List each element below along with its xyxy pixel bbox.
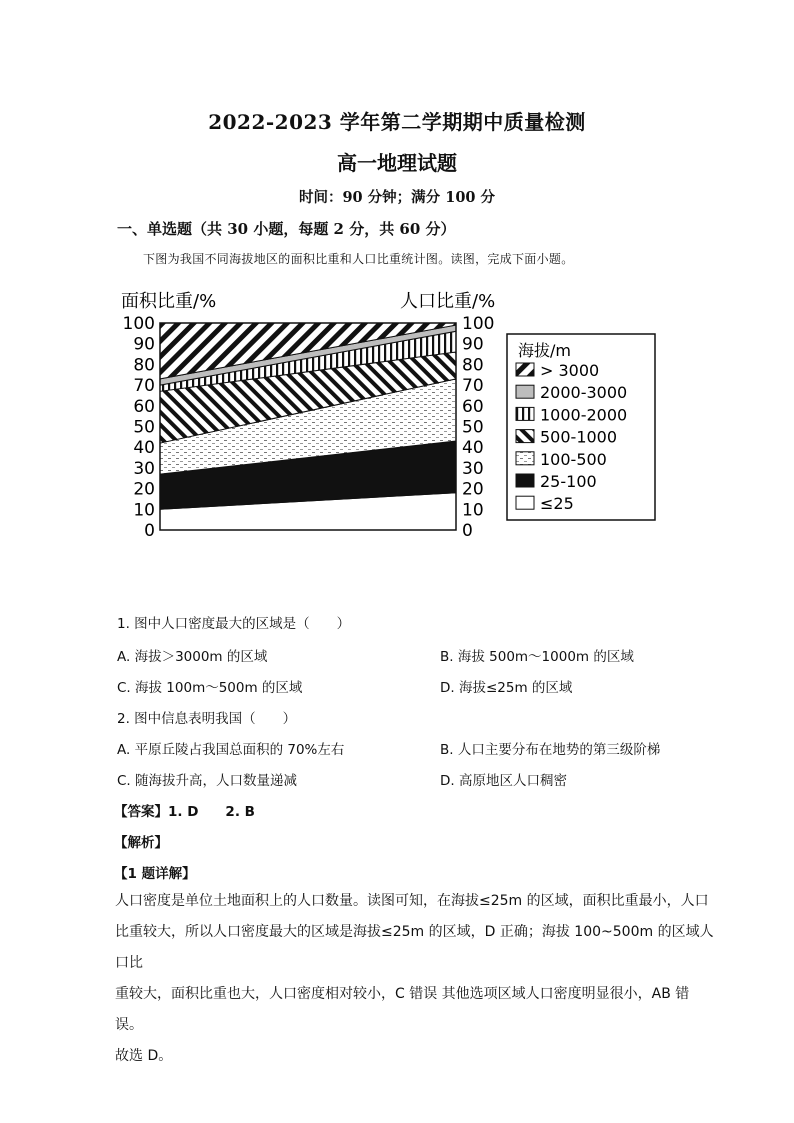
y-tick-right: 50	[462, 417, 484, 438]
legend-label: > 3000	[540, 361, 600, 380]
exam-title: 2022-2023 学年第二学期期中质量检测	[208, 110, 586, 134]
y-tick-right: 60	[462, 396, 484, 417]
y-tick-right: 30	[462, 458, 484, 479]
legend-label: 100-500	[540, 449, 607, 469]
explanation-line: 故选 D。	[115, 1048, 173, 1064]
y-tick-left: 0	[144, 521, 155, 541]
y-tick-left: 10	[133, 500, 155, 521]
y-tick-right: 100	[462, 314, 495, 334]
y-tick-right: 10	[462, 500, 484, 521]
y-tick-right: 80	[462, 355, 484, 376]
y-tick-left: 100	[122, 314, 155, 334]
legend-swatch	[516, 363, 534, 376]
y-tick-left: 50	[133, 417, 155, 438]
q2-option-c: C. 随海拔升高，人口数量递减	[117, 773, 298, 789]
legend-title: 海拔/m	[518, 341, 571, 360]
question-2-stem: 2. 图中信息表明我国（ ）	[117, 711, 297, 727]
y-tick-left: 40	[133, 438, 155, 459]
y-tick-right: 90	[462, 334, 484, 355]
exam-meta: 时间：90 分钟；满分 100 分	[298, 189, 496, 206]
legend-swatch	[516, 407, 534, 420]
y-tick-left: 80	[133, 355, 155, 376]
legend-swatch	[516, 452, 534, 465]
legend-label: 500-1000	[540, 427, 618, 447]
y-tick-left: 20	[133, 479, 155, 500]
explanation-line: 重较大，面积比重也大，人口密度相对较小，C 错误 其他选项区域人口密度明显很小，AB 错误。	[115, 986, 690, 1033]
legend-label: 25-100	[540, 472, 597, 491]
legend-swatch	[516, 474, 534, 487]
y-tick-left: 30	[133, 458, 155, 479]
detail-label: 【1 题详解】	[114, 866, 196, 882]
section-title: 一、单选题（共 30 小题，每题 2 分，共 60 分）	[117, 220, 456, 238]
explanation-line: 人口密度是单位土地面积上的人口数量。读图可知，在海拔≤25m 的区域，面积比重最小，人口	[115, 893, 709, 909]
y-tick-right: 70	[462, 376, 484, 397]
legend-label: ≤25	[540, 494, 574, 514]
answer-line	[114, 800, 255, 820]
explanation-line: 比重较大，所以人口密度最大的区域是海拔≤25m 的区域，D 正确；海拔 100~500m 的区域人口比	[115, 924, 714, 971]
answer-values: 1. D 2. B	[168, 804, 255, 820]
q1-option-c: C. 海拔 100m～500m 的区域	[117, 680, 303, 696]
legend-swatch	[516, 496, 534, 509]
question-1-stem: 1. 图中人口密度最大的区域是（ ）	[117, 616, 351, 632]
q1-option-a: A. 海拔＞3000m 的区域	[117, 649, 268, 665]
exam-subtitle: 高一地理试题	[337, 151, 457, 175]
explanation	[115, 886, 715, 1072]
y-tick-right: 40	[462, 438, 484, 459]
y-tick-right: 0	[462, 521, 473, 541]
answer-label: 【答案】	[114, 804, 168, 820]
legend-swatch	[516, 430, 534, 443]
ylabel-left: 面积比重/%	[121, 291, 217, 312]
q2-option-a: A. 平原丘陵占我国总面积的 70%左右	[117, 742, 345, 758]
intro-text: 下图为我国不同海拔地区的面积比重和人口比重统计图。读图，完成下面小题。	[143, 252, 574, 266]
legend-label: 1000-2000	[540, 405, 628, 425]
legend-swatch	[516, 385, 534, 398]
q1-option-d: D. 海拔≤25m 的区域	[440, 680, 573, 696]
q2-option-d: D. 高原地区人口稠密	[440, 773, 567, 789]
q1-option-b: B. 海拔 500m～1000m 的区域	[440, 649, 634, 665]
legend-label: 2000-3000	[540, 383, 628, 403]
y-tick-left: 90	[133, 334, 155, 355]
y-tick-left: 60	[133, 396, 155, 417]
ylabel-right: 人口比重/%	[400, 291, 496, 312]
analysis-label: 【解析】	[114, 835, 168, 851]
q2-option-b: B. 人口主要分布在地势的第三级阶梯	[440, 742, 661, 758]
y-tick-right: 20	[462, 479, 484, 500]
y-tick-left: 70	[133, 376, 155, 397]
